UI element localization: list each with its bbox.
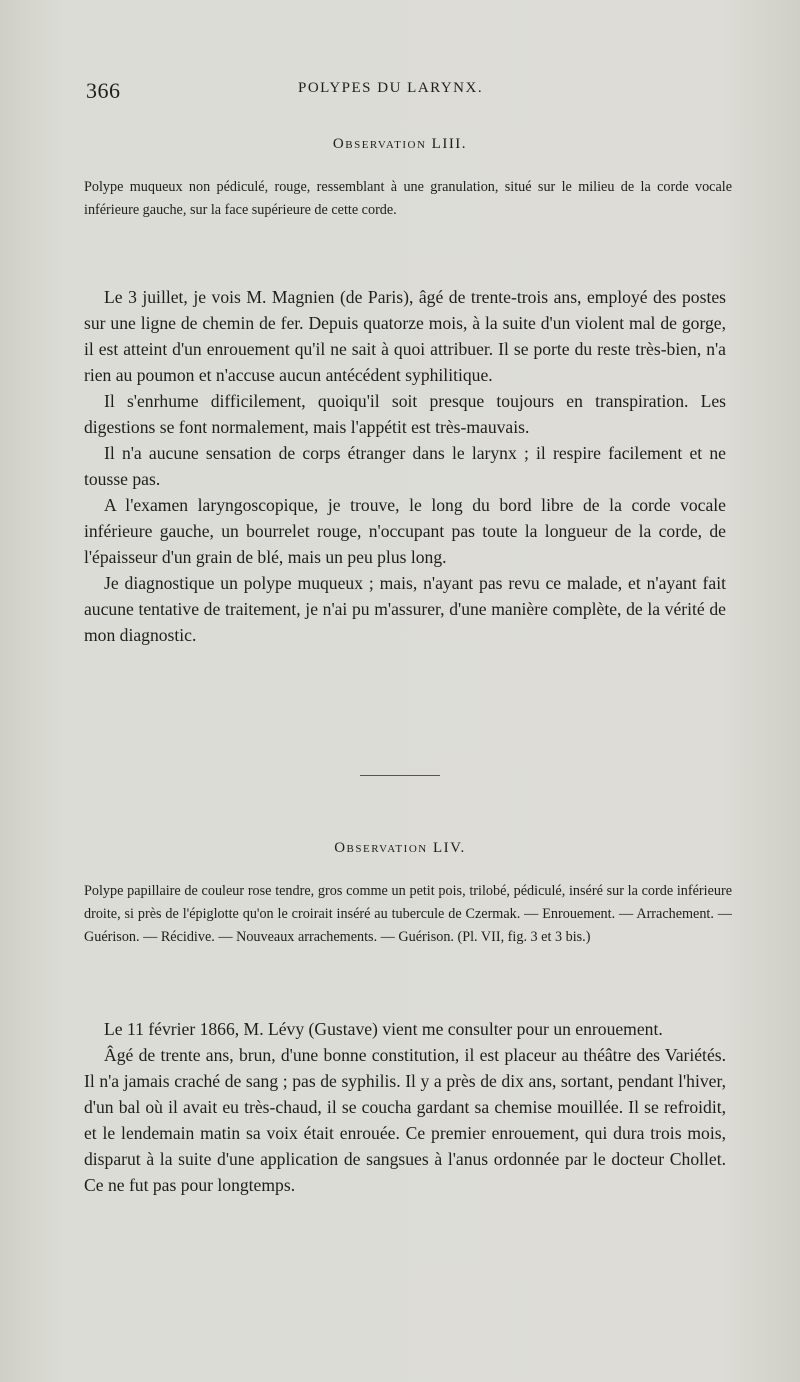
observation-53-paragraph-4: A l'examen laryngoscopique, je trouve, le long du bord libre de la corde vocale inférieure gauche, un bourrelet rouge, n'occupant pas toute la longueur de la corde, de l'épaisseur d'un grain de blé, mais un peu plus long. — [84, 495, 726, 567]
running-title: POLYPES DU LARYNX. — [298, 80, 484, 96]
observation-53-paragraph-3: Il n'a aucune sensation de corps étranger dans le larynx ; il respire facilement et ne tousse pas. — [84, 443, 726, 489]
section-divider — [360, 775, 440, 776]
observation-54-paragraph-1: Le 11 février 1866, M. Lévy (Gustave) vient me consulter pour un enrouement. — [104, 1019, 663, 1039]
observation-53-paragraph-1: Le 3 juillet, je vois M. Magnien (de Paris), âgé de trente-trois ans, employé des postes sur une ligne de chemin de fer. Depuis quatorze mois, à la suite d'un violent mal de gorge, il est atteint d'un enrouement qu'il ne sait à quoi attribuer. Il se porte du reste très-bien, n'a rien au poumon et n'accuse aucun antécédent syphilitique. — [84, 287, 726, 385]
observation-54-summary — [84, 880, 732, 949]
observation-53-title: Observation LIII. — [332, 136, 468, 152]
observation-53-paragraph-5: Je diagnostique un polype muqueux ; mais, n'ayant pas revu ce malade, et n'ayant fait aucune tentative de traitement, je n'ai pu m'assurer, d'une manière complète, de la vérité de mon diagnostic. — [84, 573, 726, 645]
observation-54-summary-text: Polype papillaire de couleur rose tendre, gros comme un petit pois, trilobé, pédiculé, inséré sur la corde inférieure droite, si près de l'épiglotte qu'on le croirait inséré au tubercule de Czermak. — Enrouement. — Arrachement. — Guérison. — Récidive. — Nouveaux arrachements. — Guérison. (Pl. VII, fig. 3 et 3 bis.) — [84, 883, 732, 945]
page-header — [86, 74, 720, 104]
observation-54-title: Observation LIV. — [334, 840, 466, 856]
observation-53-paragraph-2: Il s'enrhume difficilement, quoiqu'il soit presque toujours en transpiration. Les digestions se font normalement, mais l'appétit est très-mauvais. — [84, 391, 726, 437]
observation-53-body — [84, 284, 726, 648]
observation-54-body — [84, 1016, 726, 1198]
page-number: 366 — [86, 78, 121, 103]
observation-53-summary — [84, 176, 732, 222]
observation-54-paragraph-2: Âgé de trente ans, brun, d'une bonne constitution, il est placeur au théâtre des Variétés. Il n'a jamais craché de sang ; pas de syphilis. Il y a près de dix ans, sortant, pendant l'hiver, d'un bal où il avait eu très-chaud, il se coucha gardant sa chemise mouillée. Il se refroidit, et le lendemain matin sa voix était enrouée. Ce premier enrouement, qui dura trois mois, disparut à la suite d'une application de sangsues à l'anus ordonnée par le docteur Chollet. Ce ne fut pas pour longtemps. — [84, 1045, 726, 1195]
observation-53-summary-text: Polype muqueux non pédiculé, rouge, ressemblant à une granulation, situé sur le milieu de la corde vocale inférieure gauche, sur la face supérieure de cette corde. — [84, 179, 732, 218]
